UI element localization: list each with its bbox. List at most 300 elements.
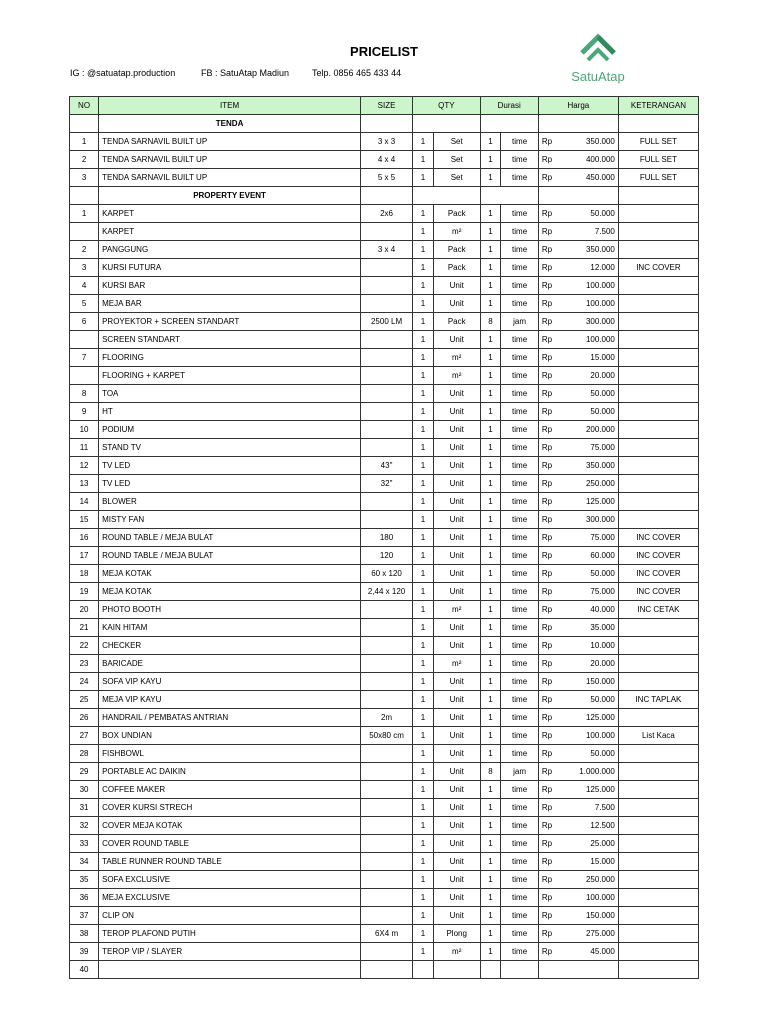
row-qty-unit: Unit bbox=[433, 691, 480, 709]
row-no bbox=[70, 223, 99, 241]
row-no: 27 bbox=[70, 727, 99, 745]
row-price: 60.000 bbox=[559, 547, 618, 565]
row-note bbox=[618, 961, 698, 979]
row-note bbox=[618, 889, 698, 907]
row-duration-unit: time bbox=[501, 583, 538, 601]
row-no: 13 bbox=[70, 475, 99, 493]
row-currency: Rp bbox=[538, 853, 559, 871]
row-no: 19 bbox=[70, 583, 99, 601]
satuatap-logo bbox=[562, 33, 634, 87]
row-price: 10.000 bbox=[559, 637, 618, 655]
row-no: 2 bbox=[70, 151, 99, 169]
row-qty: 1 bbox=[413, 943, 434, 961]
row-note bbox=[618, 871, 698, 889]
row-size bbox=[361, 493, 413, 511]
row-no: 1 bbox=[70, 205, 99, 223]
row-size bbox=[361, 781, 413, 799]
row-price: 40.000 bbox=[559, 601, 618, 619]
row-price: 1.000.000 bbox=[559, 763, 618, 781]
row-note bbox=[618, 493, 698, 511]
row-qty: 1 bbox=[413, 241, 434, 259]
row-duration: 1 bbox=[480, 223, 501, 241]
row-note: List Kaca bbox=[618, 727, 698, 745]
row-qty: 1 bbox=[413, 709, 434, 727]
row-size bbox=[361, 853, 413, 871]
row-price: 250.000 bbox=[559, 871, 618, 889]
row-qty: 1 bbox=[413, 907, 434, 925]
section-fill-cell bbox=[538, 115, 618, 133]
row-duration: 8 bbox=[480, 313, 501, 331]
row-item: BOX UNDIAN bbox=[99, 727, 361, 745]
row-item: TEROP PLAFOND PUTIH bbox=[99, 925, 361, 943]
section-no-cell bbox=[70, 115, 99, 133]
table-row bbox=[70, 763, 699, 781]
row-size: 3 x 4 bbox=[361, 241, 413, 259]
row-qty-unit: m² bbox=[433, 601, 480, 619]
row-currency: Rp bbox=[538, 457, 559, 475]
row-currency: Rp bbox=[538, 205, 559, 223]
row-price: 250.000 bbox=[559, 475, 618, 493]
table-row bbox=[70, 835, 699, 853]
section-fill-cell bbox=[538, 187, 618, 205]
row-item: MEJA KOTAK bbox=[99, 565, 361, 583]
row-item: MEJA KOTAK bbox=[99, 583, 361, 601]
row-duration-unit: time bbox=[501, 169, 538, 187]
row-no: 16 bbox=[70, 529, 99, 547]
row-duration-unit: time bbox=[501, 403, 538, 421]
table-row bbox=[70, 853, 699, 871]
row-qty-unit: Set bbox=[433, 169, 480, 187]
row-price: 100.000 bbox=[559, 889, 618, 907]
row-duration-unit: time bbox=[501, 493, 538, 511]
row-item: ROUND TABLE / MEJA BULAT bbox=[99, 547, 361, 565]
row-currency: Rp bbox=[538, 583, 559, 601]
row-duration: 1 bbox=[480, 547, 501, 565]
row-duration: 1 bbox=[480, 169, 501, 187]
row-size bbox=[361, 421, 413, 439]
row-note bbox=[618, 925, 698, 943]
row-size bbox=[361, 259, 413, 277]
row-currency: Rp bbox=[538, 673, 559, 691]
row-size: 50x80 cm bbox=[361, 727, 413, 745]
row-duration: 1 bbox=[480, 925, 501, 943]
row-currency: Rp bbox=[538, 349, 559, 367]
row-duration-unit: time bbox=[501, 439, 538, 457]
row-no: 6 bbox=[70, 313, 99, 331]
row-no: 38 bbox=[70, 925, 99, 943]
row-item: HANDRAIL / PEMBATAS ANTRIAN bbox=[99, 709, 361, 727]
row-currency: Rp bbox=[538, 655, 559, 673]
row-no: 30 bbox=[70, 781, 99, 799]
table-row bbox=[70, 799, 699, 817]
row-qty: 1 bbox=[413, 151, 434, 169]
row-note bbox=[618, 421, 698, 439]
row-duration-unit: time bbox=[501, 655, 538, 673]
row-price: 125.000 bbox=[559, 493, 618, 511]
row-currency: Rp bbox=[538, 133, 559, 151]
row-duration: 1 bbox=[480, 655, 501, 673]
row-currency: Rp bbox=[538, 277, 559, 295]
row-currency: Rp bbox=[538, 835, 559, 853]
row-qty-unit: Unit bbox=[433, 871, 480, 889]
row-note: FULL SET bbox=[618, 133, 698, 151]
row-item: KARPET bbox=[99, 223, 361, 241]
table-row bbox=[70, 583, 699, 601]
row-qty: 1 bbox=[413, 745, 434, 763]
row-no: 4 bbox=[70, 277, 99, 295]
section-row bbox=[70, 115, 699, 133]
row-qty-unit: Unit bbox=[433, 547, 480, 565]
row-size bbox=[361, 871, 413, 889]
row-note: INC COVER bbox=[618, 259, 698, 277]
row-size bbox=[361, 511, 413, 529]
pricelist-table bbox=[69, 96, 699, 979]
row-note bbox=[618, 223, 698, 241]
row-qty-unit: Unit bbox=[433, 619, 480, 637]
row-qty-unit: m² bbox=[433, 943, 480, 961]
row-size: 2x6 bbox=[361, 205, 413, 223]
row-qty: 1 bbox=[413, 691, 434, 709]
row-item: PHOTO BOOTH bbox=[99, 601, 361, 619]
row-no: 23 bbox=[70, 655, 99, 673]
row-size bbox=[361, 835, 413, 853]
row-qty: 1 bbox=[413, 439, 434, 457]
row-currency: Rp bbox=[538, 889, 559, 907]
row-item: ROUND TABLE / MEJA BULAT bbox=[99, 529, 361, 547]
row-note bbox=[618, 313, 698, 331]
row-duration: 1 bbox=[480, 637, 501, 655]
row-note bbox=[618, 781, 698, 799]
row-duration-unit: time bbox=[501, 277, 538, 295]
row-price: 20.000 bbox=[559, 655, 618, 673]
section-fill-cell bbox=[618, 115, 698, 133]
row-qty: 1 bbox=[413, 331, 434, 349]
section-fill-cell bbox=[361, 115, 413, 133]
row-price: 50.000 bbox=[559, 745, 618, 763]
row-duration-unit: time bbox=[501, 853, 538, 871]
row-qty: 1 bbox=[413, 619, 434, 637]
row-qty-unit: Set bbox=[433, 151, 480, 169]
row-duration: 1 bbox=[480, 817, 501, 835]
col-header-keterangan: KETERANGAN bbox=[618, 97, 698, 115]
table-row bbox=[70, 475, 699, 493]
section-title: TENDA bbox=[99, 115, 361, 133]
row-item: PORTABLE AC DAIKIN bbox=[99, 763, 361, 781]
row-note bbox=[618, 835, 698, 853]
row-size bbox=[361, 331, 413, 349]
row-no: 9 bbox=[70, 403, 99, 421]
row-price: 20.000 bbox=[559, 367, 618, 385]
section-fill-cell bbox=[480, 115, 538, 133]
col-header-item: ITEM bbox=[99, 97, 361, 115]
row-note bbox=[618, 511, 698, 529]
row-size: 2,44 x 120 bbox=[361, 583, 413, 601]
row-no: 36 bbox=[70, 889, 99, 907]
row-item: TV LED bbox=[99, 475, 361, 493]
row-item: COVER KURSI STRECH bbox=[99, 799, 361, 817]
row-currency: Rp bbox=[538, 817, 559, 835]
row-qty: 1 bbox=[413, 727, 434, 745]
row-currency: Rp bbox=[538, 385, 559, 403]
row-qty-unit: Unit bbox=[433, 421, 480, 439]
row-note bbox=[618, 331, 698, 349]
row-qty-unit: Unit bbox=[433, 817, 480, 835]
row-qty: 1 bbox=[413, 169, 434, 187]
row-currency: Rp bbox=[538, 925, 559, 943]
row-no: 40 bbox=[70, 961, 99, 979]
row-duration-unit: time bbox=[501, 349, 538, 367]
row-price: 50.000 bbox=[559, 403, 618, 421]
table-row bbox=[70, 781, 699, 799]
row-item: KURSI FUTURA bbox=[99, 259, 361, 277]
row-note bbox=[618, 817, 698, 835]
row-size bbox=[361, 619, 413, 637]
row-note bbox=[618, 853, 698, 871]
row-item: PANGGUNG bbox=[99, 241, 361, 259]
row-currency: Rp bbox=[538, 637, 559, 655]
row-no: 34 bbox=[70, 853, 99, 871]
section-row bbox=[70, 187, 699, 205]
table-row bbox=[70, 367, 699, 385]
row-size bbox=[361, 277, 413, 295]
row-qty bbox=[413, 961, 434, 979]
row-currency: Rp bbox=[538, 169, 559, 187]
row-no: 29 bbox=[70, 763, 99, 781]
row-note bbox=[618, 943, 698, 961]
row-duration-unit: time bbox=[501, 691, 538, 709]
row-duration-unit: time bbox=[501, 781, 538, 799]
row-qty: 1 bbox=[413, 925, 434, 943]
row-qty: 1 bbox=[413, 763, 434, 781]
table-row bbox=[70, 673, 699, 691]
row-duration: 1 bbox=[480, 691, 501, 709]
row-currency: Rp bbox=[538, 601, 559, 619]
row-note bbox=[618, 457, 698, 475]
row-no bbox=[70, 367, 99, 385]
table-row bbox=[70, 565, 699, 583]
row-size bbox=[361, 817, 413, 835]
section-fill-cell bbox=[618, 187, 698, 205]
row-duration-unit: time bbox=[501, 745, 538, 763]
row-duration-unit: time bbox=[501, 637, 538, 655]
row-currency: Rp bbox=[538, 367, 559, 385]
row-qty-unit: Pack bbox=[433, 259, 480, 277]
row-currency: Rp bbox=[538, 799, 559, 817]
row-qty-unit: Unit bbox=[433, 385, 480, 403]
row-duration bbox=[480, 961, 501, 979]
table-row bbox=[70, 655, 699, 673]
row-no: 26 bbox=[70, 709, 99, 727]
row-no: 25 bbox=[70, 691, 99, 709]
row-price: 7.500 bbox=[559, 223, 618, 241]
row-size: 4 x 4 bbox=[361, 151, 413, 169]
row-price: 15.000 bbox=[559, 853, 618, 871]
row-duration-unit: time bbox=[501, 907, 538, 925]
row-price: 7.500 bbox=[559, 799, 618, 817]
row-qty-unit: Unit bbox=[433, 637, 480, 655]
row-duration: 1 bbox=[480, 439, 501, 457]
table-row bbox=[70, 619, 699, 637]
row-note bbox=[618, 295, 698, 313]
row-item: BLOWER bbox=[99, 493, 361, 511]
table-row bbox=[70, 511, 699, 529]
row-item: KARPET bbox=[99, 205, 361, 223]
row-no: 14 bbox=[70, 493, 99, 511]
row-item: BARICADE bbox=[99, 655, 361, 673]
row-duration-unit: time bbox=[501, 817, 538, 835]
col-header-no: NO bbox=[70, 97, 99, 115]
page-title: PRICELIST bbox=[350, 44, 418, 59]
row-size bbox=[361, 799, 413, 817]
row-item: COFFEE MAKER bbox=[99, 781, 361, 799]
row-qty-unit: Unit bbox=[433, 475, 480, 493]
row-item: MISTY FAN bbox=[99, 511, 361, 529]
row-qty: 1 bbox=[413, 349, 434, 367]
row-duration: 1 bbox=[480, 457, 501, 475]
row-qty: 1 bbox=[413, 871, 434, 889]
row-size bbox=[361, 961, 413, 979]
row-note: INC CETAK bbox=[618, 601, 698, 619]
row-duration: 1 bbox=[480, 583, 501, 601]
row-price: 75.000 bbox=[559, 583, 618, 601]
row-duration: 1 bbox=[480, 205, 501, 223]
row-price: 150.000 bbox=[559, 673, 618, 691]
row-duration-unit: time bbox=[501, 241, 538, 259]
row-size: 2500 LM bbox=[361, 313, 413, 331]
row-duration: 1 bbox=[480, 835, 501, 853]
row-note bbox=[618, 385, 698, 403]
row-duration: 1 bbox=[480, 151, 501, 169]
row-note bbox=[618, 367, 698, 385]
row-duration-unit: time bbox=[501, 799, 538, 817]
house-logo-icon bbox=[562, 33, 634, 69]
row-size bbox=[361, 601, 413, 619]
row-duration: 1 bbox=[480, 781, 501, 799]
row-qty-unit: Unit bbox=[433, 889, 480, 907]
row-item: MEJA VIP KAYU bbox=[99, 691, 361, 709]
row-note: FULL SET bbox=[618, 169, 698, 187]
row-item: TOA bbox=[99, 385, 361, 403]
col-header-durasi: Durasi bbox=[480, 97, 538, 115]
row-duration: 1 bbox=[480, 889, 501, 907]
row-qty-unit bbox=[433, 961, 480, 979]
row-item: TENDA SARNAVIL BUILT UP bbox=[99, 133, 361, 151]
row-no: 3 bbox=[70, 169, 99, 187]
row-currency: Rp bbox=[538, 475, 559, 493]
row-price: 15.000 bbox=[559, 349, 618, 367]
row-qty: 1 bbox=[413, 547, 434, 565]
row-duration-unit: time bbox=[501, 889, 538, 907]
table-row bbox=[70, 223, 699, 241]
section-fill-cell bbox=[413, 187, 481, 205]
row-duration-unit: time bbox=[501, 367, 538, 385]
row-currency: Rp bbox=[538, 403, 559, 421]
row-note: INC COVER bbox=[618, 529, 698, 547]
section-fill-cell bbox=[480, 187, 538, 205]
row-note: INC TAPLAK bbox=[618, 691, 698, 709]
table-row bbox=[70, 709, 699, 727]
row-item bbox=[99, 961, 361, 979]
row-qty: 1 bbox=[413, 133, 434, 151]
row-duration-unit: time bbox=[501, 151, 538, 169]
row-no: 33 bbox=[70, 835, 99, 853]
table-row bbox=[70, 943, 699, 961]
row-qty-unit: Unit bbox=[433, 745, 480, 763]
row-duration: 1 bbox=[480, 277, 501, 295]
row-qty-unit: m² bbox=[433, 349, 480, 367]
row-note: INC COVER bbox=[618, 547, 698, 565]
row-duration-unit: time bbox=[501, 619, 538, 637]
row-qty: 1 bbox=[413, 205, 434, 223]
col-header-qty: QTY bbox=[413, 97, 481, 115]
row-note bbox=[618, 277, 698, 295]
row-duration-unit: time bbox=[501, 511, 538, 529]
row-price: 275.000 bbox=[559, 925, 618, 943]
row-currency: Rp bbox=[538, 745, 559, 763]
row-qty-unit: Unit bbox=[433, 331, 480, 349]
row-item: COVER MEJA KOTAK bbox=[99, 817, 361, 835]
row-no: 17 bbox=[70, 547, 99, 565]
row-no: 22 bbox=[70, 637, 99, 655]
row-duration-unit: jam bbox=[501, 313, 538, 331]
table-row bbox=[70, 385, 699, 403]
row-duration: 1 bbox=[480, 871, 501, 889]
row-no: 37 bbox=[70, 907, 99, 925]
row-qty-unit: Unit bbox=[433, 727, 480, 745]
row-currency: Rp bbox=[538, 565, 559, 583]
row-price: 300.000 bbox=[559, 511, 618, 529]
table-row bbox=[70, 691, 699, 709]
row-price: 150.000 bbox=[559, 907, 618, 925]
facebook-handle: FB : SatuAtap Madiun bbox=[201, 68, 290, 78]
row-price: 25.000 bbox=[559, 835, 618, 853]
row-note bbox=[618, 763, 698, 781]
row-size bbox=[361, 367, 413, 385]
row-qty: 1 bbox=[413, 457, 434, 475]
row-size bbox=[361, 637, 413, 655]
row-qty-unit: Unit bbox=[433, 529, 480, 547]
row-qty-unit: Unit bbox=[433, 673, 480, 691]
row-qty-unit: Unit bbox=[433, 457, 480, 475]
section-title: PROPERTY EVENT bbox=[99, 187, 361, 205]
row-no: 2 bbox=[70, 241, 99, 259]
row-note bbox=[618, 349, 698, 367]
row-duration-unit: jam bbox=[501, 763, 538, 781]
table-row bbox=[70, 439, 699, 457]
row-duration: 1 bbox=[480, 475, 501, 493]
row-item: CLIP ON bbox=[99, 907, 361, 925]
row-qty-unit: Unit bbox=[433, 403, 480, 421]
row-size bbox=[361, 439, 413, 457]
row-size bbox=[361, 403, 413, 421]
row-qty-unit: Pack bbox=[433, 205, 480, 223]
table-row bbox=[70, 349, 699, 367]
row-qty: 1 bbox=[413, 259, 434, 277]
row-size: 6X4 m bbox=[361, 925, 413, 943]
table-row bbox=[70, 403, 699, 421]
table-row bbox=[70, 637, 699, 655]
row-duration-unit: time bbox=[501, 709, 538, 727]
row-currency bbox=[538, 961, 559, 979]
row-item: TENDA SARNAVIL BUILT UP bbox=[99, 169, 361, 187]
row-duration: 1 bbox=[480, 331, 501, 349]
row-qty: 1 bbox=[413, 511, 434, 529]
table-row bbox=[70, 871, 699, 889]
table-row bbox=[70, 421, 699, 439]
row-duration-unit: time bbox=[501, 871, 538, 889]
row-note bbox=[618, 241, 698, 259]
row-size bbox=[361, 295, 413, 313]
